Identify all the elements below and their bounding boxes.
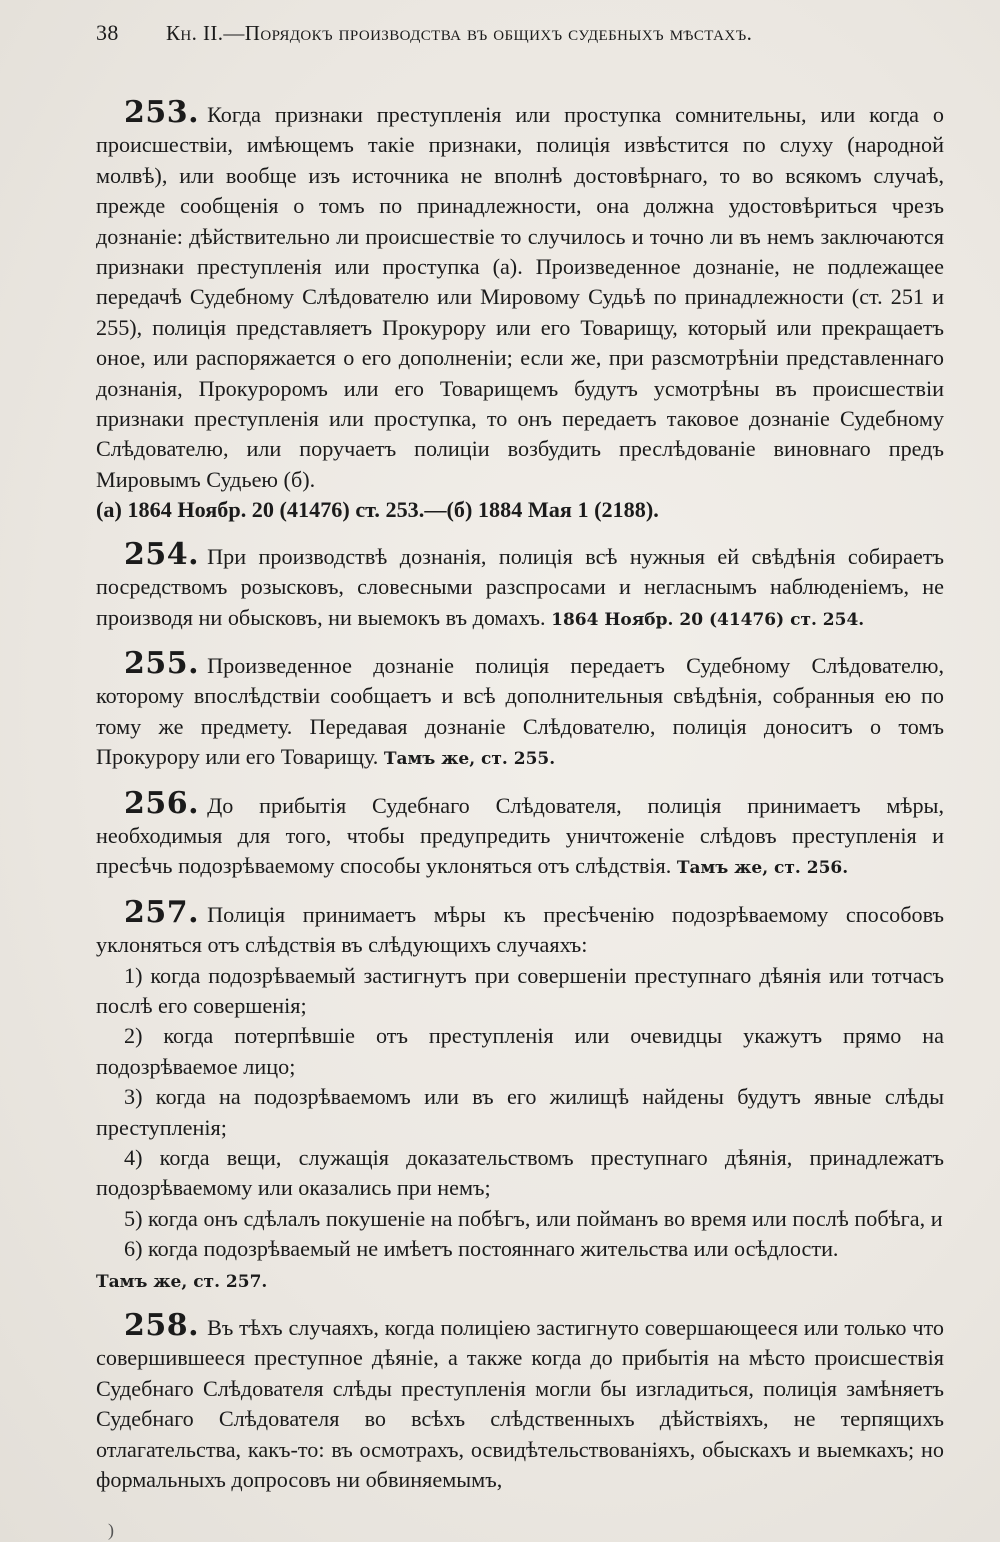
article-number: 254. — [124, 536, 200, 572]
article-256 — [96, 785, 944, 884]
article-body: Когда признаки преступленія или проступка сомнительны, или когда о происшествіи, имѣющемъ такіе признаки, полиція извѣстится по слуху (народной молвѣ), или вообще изъ источника не вполнѣ достовѣрнаго, то во всякомъ случаѣ, прежде сообщенія о томъ по принадлежности, она должна удостовѣриться чрезъ дознаніе: дѣйствительно ли происшествіе то случилось и точно ли въ немъ заключаются признаки преступленія или проступка (а). Произведенное дознаніе, не подлежащее передачѣ Судебному Слѣдователю или Мировому Судьѣ по принадлежности (ст. 251 и 255), полиція представляетъ Прокурору или его Товарищу, который или прекращаетъ оное, или распоряжается о его дополненіи; если же, при разсмотрѣніи представленнаго дознанія, Прокуроромъ или его Товарищемъ будутъ усмотрѣны въ происшествіи признаки преступленія или проступка, то онъ передаетъ таковое дознаніе Судебному Слѣдователю, или поручаетъ полиціи возбудить преслѣдованіе виновнаго предъ Мировымъ Судьею (б). — [96, 102, 944, 492]
article-source-line — [96, 1265, 944, 1297]
article-254 — [96, 536, 944, 635]
page-number: 38 — [96, 20, 119, 45]
article-source: 1864 Ноябр. 20 (41476) ст. 254. — [551, 609, 865, 630]
article-number: 255. — [124, 645, 200, 681]
article-source: Тамъ же, ст. 256. — [676, 858, 849, 879]
article-source: Тамъ же, ст. 257. — [96, 1271, 268, 1292]
page-header — [96, 20, 944, 60]
article-number: 253. — [124, 95, 200, 130]
article-text — [96, 894, 944, 961]
list-item: 5) когда онъ сдѣлалъ покушеніе на побѣгъ, или пойманъ во время или послѣ побѣга, и — [124, 1205, 943, 1231]
article-number: 256. — [124, 785, 200, 821]
article-body: Полиція принимаетъ мѣры къ пресѣченію подозрѣваемому способовъ уклоняться отъ слѣдствія въ слѣдующихъ случаяхъ: — [96, 901, 944, 958]
article-number: 258. — [124, 1308, 200, 1344]
article-253 — [96, 95, 944, 526]
article-body: До прибытія Судебнаго Слѣдователя, полиція принимаетъ мѣры, необходимыя для того, чтобы предупредить уничтоженіе слѣдовъ преступленія и пресѣчь подозрѣваемому способы уклоняться отъ слѣдствія. — [96, 792, 944, 879]
list-item: 3) когда на подозрѣваемомъ или въ его жилищѣ найдены будутъ явные слѣды преступленія; — [96, 1084, 944, 1140]
article-text — [96, 95, 944, 495]
running-title: Кн. II.—Порядокъ производства въ общихъ судебныхъ мѣстахъ. — [166, 21, 753, 45]
article-text — [96, 785, 944, 884]
article-257 — [96, 894, 944, 1297]
article-body: Произведенное дознаніе полиція передаетъ Судебному Слѣдователю, которому впослѣдствіи сообщаетъ и всѣ дополнительныя свѣдѣнія, собранныя ею по тому же предмету. Передавая дознаніе Слѣдователю, полиція доноситъ о томъ Прокурору или его Товарищу. — [96, 652, 944, 770]
list-item: 2) когда потерпѣвшіе отъ преступленія или очевидцы укажутъ прямо на подозрѣваемое лицо; — [96, 1023, 944, 1079]
article-text — [96, 536, 944, 635]
article-255 — [96, 645, 944, 775]
article-text — [96, 645, 944, 775]
list-item: 6) когда подозрѣваемый не имѣетъ постояннаго жительства или осѣдлости. — [124, 1236, 839, 1262]
margin-mark: ) — [108, 1520, 114, 1540]
list-item: 1) когда подозрѣваемый застигнутъ при совершеніи преступнаго дѣянія или тотчасъ послѣ его совершенія; — [96, 962, 944, 1018]
article-text — [96, 1308, 944, 1495]
article-body: При производствѣ дознанія, полиція всѣ нужныя ей свѣдѣнія собираетъ посредствомъ розысковъ, словесными разспросами и негласнымъ наблюденіемъ, не производя ни обысковъ, ни выемокъ въ домахъ. — [96, 543, 944, 630]
article-footnote: (а) 1864 Ноябр. 20 (41476) ст. 253.—(б) 1884 Мая 1 (2188). — [96, 497, 659, 523]
article-source: Тамъ же, ст. 255. — [383, 749, 556, 770]
article-body: Въ тѣхъ случаяхъ, когда полиціею застигнуто совершающееся или только что совершившееся преступное дѣяніе, а также когда до прибытія на мѣсто происшествія Судебнаго Слѣдователя слѣды преступленія могли бы изгладиться, полиція замѣняетъ Судебнаго Слѣдователя во всѣхъ слѣдственныхъ дѣйствіяхъ, не терпящихъ отлагательства, какъ-то: въ осмотрахъ, освидѣтельствованіяхъ, обыскахъ и выемкахъ; но формальныхъ допросовъ ни обвиняемымъ, — [96, 1315, 944, 1493]
article-258 — [96, 1308, 944, 1495]
article-number: 257. — [124, 894, 200, 930]
list-item: 4) когда вещи, служащія доказательствомъ преступнаго дѣянія, принадлежатъ подозрѣваемому или оказались при немъ; — [96, 1145, 944, 1201]
